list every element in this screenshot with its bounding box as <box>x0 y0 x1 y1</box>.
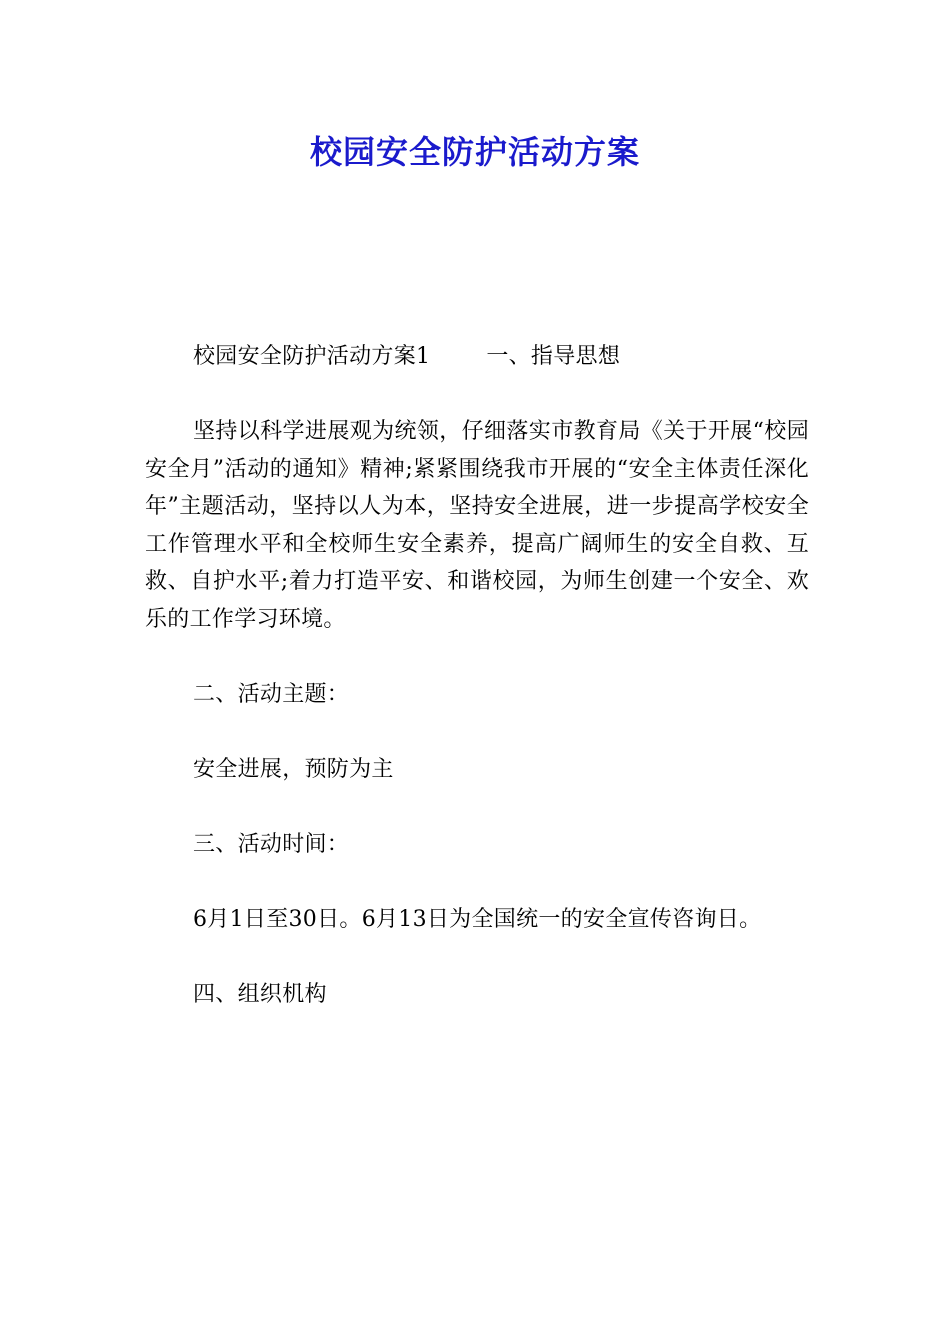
section-heading-theme: 二、活动主题： <box>193 681 350 707</box>
paragraph-theme: 安全进展，预防为主 <box>193 756 394 782</box>
paragraph-plan-heading <box>145 338 809 376</box>
section-heading-time: 三、活动时间： <box>193 831 350 857</box>
paragraph-time: 6月1日至30日。6月13日为全国统一的安全宣传咨询日。 <box>193 906 762 932</box>
plan-number-label: 校园安全防护活动方案1 <box>193 344 431 369</box>
document-body <box>145 338 809 1013</box>
paragraph-guiding-thought: 坚持以科学进展观为统领，仔细落实市教育局《关于开展“校园安全月”活动的通知》精神;紧紧围绕我市开展的“安全主体责任深化年”主题活动，坚持以人为本，坚持安全进展，进一步提高学校安全工作管理水平和全校师生安全素养，提高广阔师生的安全自救、互救、自护水平;着力打造平安、和谐校园，为师生创建一个安全、欢乐的工作学习环境。 <box>145 419 809 632</box>
section-heading-organization: 四、组织机构 <box>193 981 327 1007</box>
document-title: 校园安全防护活动方案 <box>309 133 640 171</box>
section-heading-guiding-thought: 一、指导思想 <box>486 344 621 369</box>
